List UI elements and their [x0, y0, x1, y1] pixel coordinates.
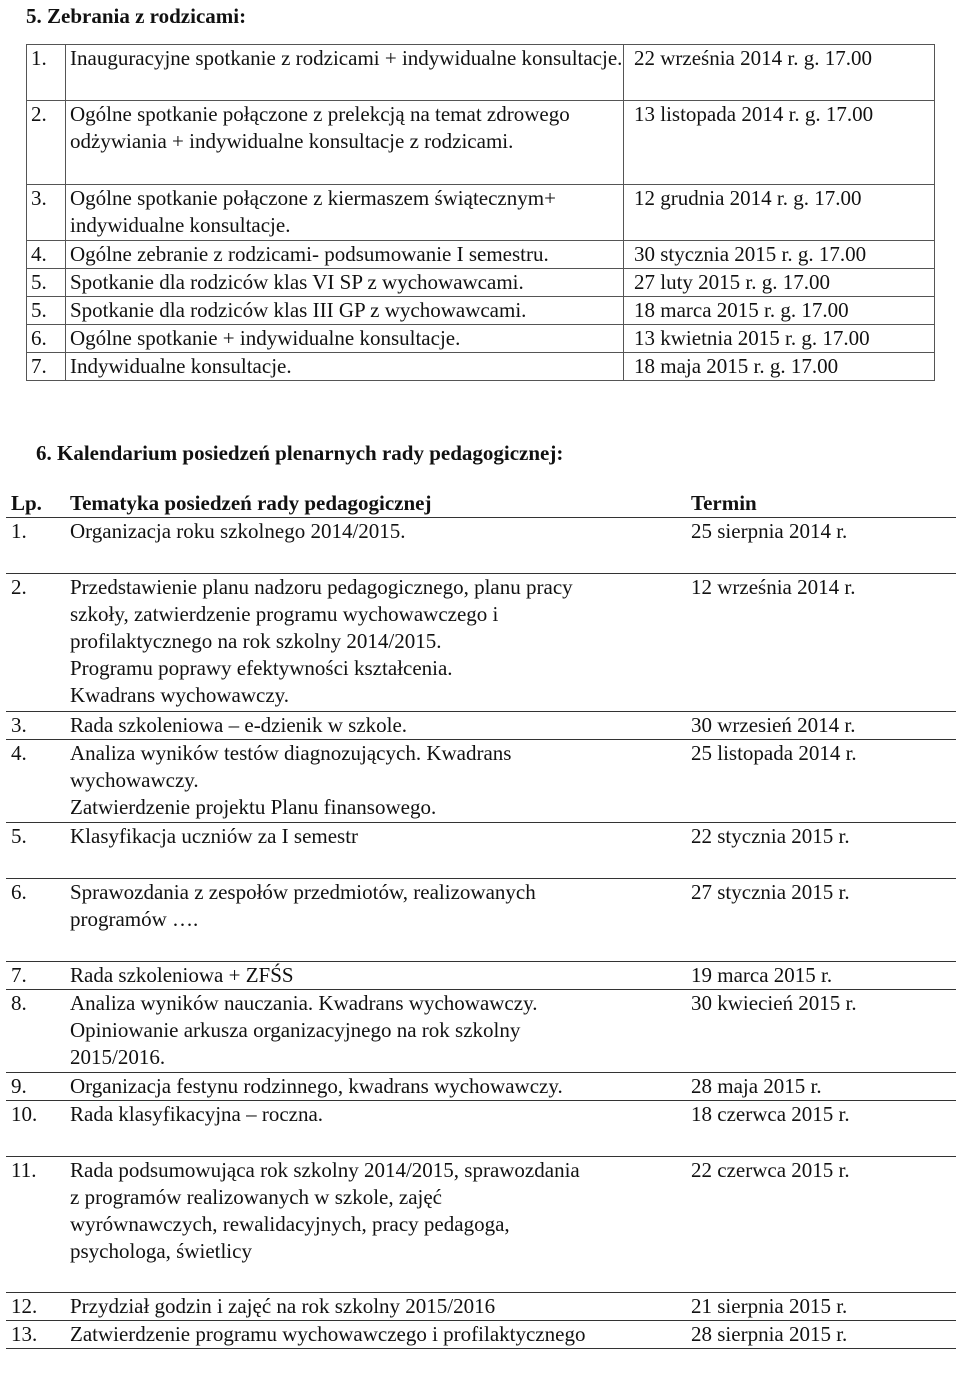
row-topic: [56, 518, 681, 574]
row-topic: [56, 823, 681, 879]
row-number: 6.: [27, 325, 66, 353]
parent-meetings-table: [26, 44, 935, 381]
table-row: [6, 712, 956, 740]
row-date: 28 sierpnia 2015 r.: [681, 1321, 956, 1349]
row-date: 13 listopada 2014 r. g. 17.00: [624, 101, 935, 185]
row-date: 12 grudnia 2014 r. g. 17.00: [624, 185, 935, 241]
row-number: 2.: [27, 101, 66, 185]
row-number: 7.: [6, 962, 56, 990]
row-number: 3.: [27, 185, 66, 241]
table-row: [27, 353, 935, 381]
row-date: 30 stycznia 2015 r. g. 17.00: [624, 241, 935, 269]
table-row: [27, 185, 935, 241]
table-row: [27, 101, 935, 185]
topic-line: Organizacja festynu rodzinnego, kwadrans wychowawczy.: [70, 1074, 563, 1098]
row-topic: [56, 1073, 681, 1101]
row-text: Indywidualne konsultacje.: [66, 353, 624, 381]
table-row: [6, 518, 956, 574]
topic-line: programów ….: [70, 907, 199, 931]
row-number: 7.: [27, 353, 66, 381]
table-row: [6, 879, 956, 962]
row-number: 4.: [27, 241, 66, 269]
topic-line: Zatwierdzenie programu wychowawczego i profilaktycznego: [70, 1322, 586, 1346]
topic-line: Programu poprawy efektywności kształcenia.: [70, 656, 453, 680]
table-row: [6, 1321, 956, 1349]
table-row: [6, 823, 956, 879]
row-date: 22 września 2014 r. g. 17.00: [624, 45, 935, 101]
row-topic: [56, 879, 681, 962]
row-number: 2.: [6, 574, 56, 712]
topic-line: Analiza wyników nauczania. Kwadrans wychowawczy.: [70, 991, 538, 1015]
row-number: 5.: [6, 823, 56, 879]
topic-line: wyrównawczych, rewalidacyjnych, pracy pedagoga,: [70, 1212, 510, 1236]
row-date: 19 marca 2015 r.: [681, 962, 956, 990]
row-date: 25 listopada 2014 r.: [681, 740, 956, 823]
row-topic: [56, 1157, 681, 1293]
row-date: 21 sierpnia 2015 r.: [681, 1293, 956, 1321]
table-row: [27, 269, 935, 297]
topic-line: Opiniowanie arkusza organizacyjnego na rok szkolny: [70, 1018, 521, 1042]
topic-line: Przydział godzin i zajęć na rok szkolny 2015/2016: [70, 1294, 496, 1318]
row-date: 12 września 2014 r.: [681, 574, 956, 712]
table-row: [27, 241, 935, 269]
topic-line: wychowawczy.: [70, 768, 199, 792]
topic-line: Rada podsumowująca rok szkolny 2014/2015, sprawozdania: [70, 1158, 580, 1182]
topic-line: z programów realizowanych w szkole, zajęć: [70, 1185, 442, 1209]
row-date: 18 marca 2015 r. g. 17.00: [624, 297, 935, 325]
row-number: 13.: [6, 1321, 56, 1349]
row-topic: [56, 990, 681, 1073]
row-number: 5.: [27, 269, 66, 297]
topic-line: psychologa, świetlicy: [70, 1239, 252, 1263]
header-lp: Lp.: [6, 490, 56, 518]
row-date: 25 sierpnia 2014 r.: [681, 518, 956, 574]
topic-line: Analiza wyników testów diagnozujących. Kwadrans: [70, 741, 512, 765]
topic-line: profilaktycznego na rok szkolny 2014/2015.: [70, 629, 442, 653]
row-topic: [56, 1321, 681, 1349]
table-row: [6, 1293, 956, 1321]
table-row: [6, 1157, 956, 1293]
row-date: 28 maja 2015 r.: [681, 1073, 956, 1101]
row-date: 22 stycznia 2015 r.: [681, 823, 956, 879]
topic-line: Rada szkoleniowa + ZFŚS: [70, 963, 294, 987]
row-text: Spotkanie dla rodziców klas VI SP z wychowawcami.: [66, 269, 624, 297]
row-date: 27 luty 2015 r. g. 17.00: [624, 269, 935, 297]
row-date: 27 stycznia 2015 r.: [681, 879, 956, 962]
row-topic: [56, 574, 681, 712]
table-row: [6, 1073, 956, 1101]
topic-line: Kwadrans wychowawczy.: [70, 683, 290, 707]
row-date: 13 kwietnia 2015 r. g. 17.00: [624, 325, 935, 353]
row-number: 11.: [6, 1157, 56, 1293]
row-topic: [56, 1293, 681, 1321]
topic-line: 2015/2016.: [70, 1045, 166, 1069]
topic-line: Przedstawienie planu nadzoru pedagogicznego, planu pracy: [70, 575, 573, 599]
table-row: [6, 740, 956, 823]
row-text: Ogólne spotkanie połączone z prelekcją na temat zdrowego odżywiania + indywidualne konsultacje z rodzicami.: [66, 101, 624, 185]
row-number: 10.: [6, 1101, 56, 1157]
header-date: Termin: [681, 490, 956, 518]
row-number: 3.: [6, 712, 56, 740]
row-number: 5.: [27, 297, 66, 325]
table-row: [6, 962, 956, 990]
topic-line: Zatwierdzenie projektu Planu finansowego.: [70, 795, 437, 819]
topic-line: Rada klasyfikacyjna – roczna.: [70, 1102, 324, 1126]
row-number: 4.: [6, 740, 56, 823]
section-6-heading: 6. Kalendarium posiedzeń plenarnych rady pedagogicznej:: [36, 441, 564, 465]
row-date: 30 wrzesień 2014 r.: [681, 712, 956, 740]
row-date: 22 czerwca 2015 r.: [681, 1157, 956, 1293]
row-text: Spotkanie dla rodziców klas III GP z wychowawcami.: [66, 297, 624, 325]
table-header-row: [6, 490, 956, 518]
row-number: 1.: [27, 45, 66, 101]
row-topic: [56, 712, 681, 740]
row-number: 1.: [6, 518, 56, 574]
table-row: [27, 325, 935, 353]
row-date: 18 maja 2015 r. g. 17.00: [624, 353, 935, 381]
table-row: [6, 574, 956, 712]
topic-line: Organizacja roku szkolnego 2014/2015.: [70, 519, 406, 543]
row-number: 9.: [6, 1073, 56, 1101]
row-topic: [56, 1101, 681, 1157]
table-row: [27, 45, 935, 101]
row-number: 12.: [6, 1293, 56, 1321]
topic-line: Klasyfikacja uczniów za I semestr: [70, 824, 359, 848]
row-text: Ogólne zebranie z rodzicami- podsumowanie I semestru.: [66, 241, 624, 269]
row-topic: [56, 740, 681, 823]
row-text: Ogólne spotkanie + indywidualne konsultacje.: [66, 325, 624, 353]
topic-line: Sprawozdania z zespołów przedmiotów, realizowanych: [70, 880, 536, 904]
topic-line: Rada szkoleniowa – e-dzienik w szkole.: [70, 713, 408, 737]
row-date: 30 kwiecień 2015 r.: [681, 990, 956, 1073]
table-row: [6, 1101, 956, 1157]
row-number: 8.: [6, 990, 56, 1073]
row-text: Ogólne spotkanie połączone z kiermaszem świątecznym+ indywidualne konsultacje.: [66, 185, 624, 241]
council-meetings-table: [6, 490, 956, 1349]
section-5-heading: 5. Zebrania z rodzicami:: [26, 4, 247, 28]
row-number: 6.: [6, 879, 56, 962]
table-row: [6, 990, 956, 1073]
header-topic: Tematyka posiedzeń rady pedagogicznej: [56, 490, 681, 518]
row-date: 18 czerwca 2015 r.: [681, 1101, 956, 1157]
row-text: Inauguracyjne spotkanie z rodzicami + indywidualne konsultacje.: [66, 45, 624, 101]
topic-line: szkoły, zatwierdzenie programu wychowawczego i: [70, 602, 499, 626]
row-topic: [56, 962, 681, 990]
table-row: [27, 297, 935, 325]
